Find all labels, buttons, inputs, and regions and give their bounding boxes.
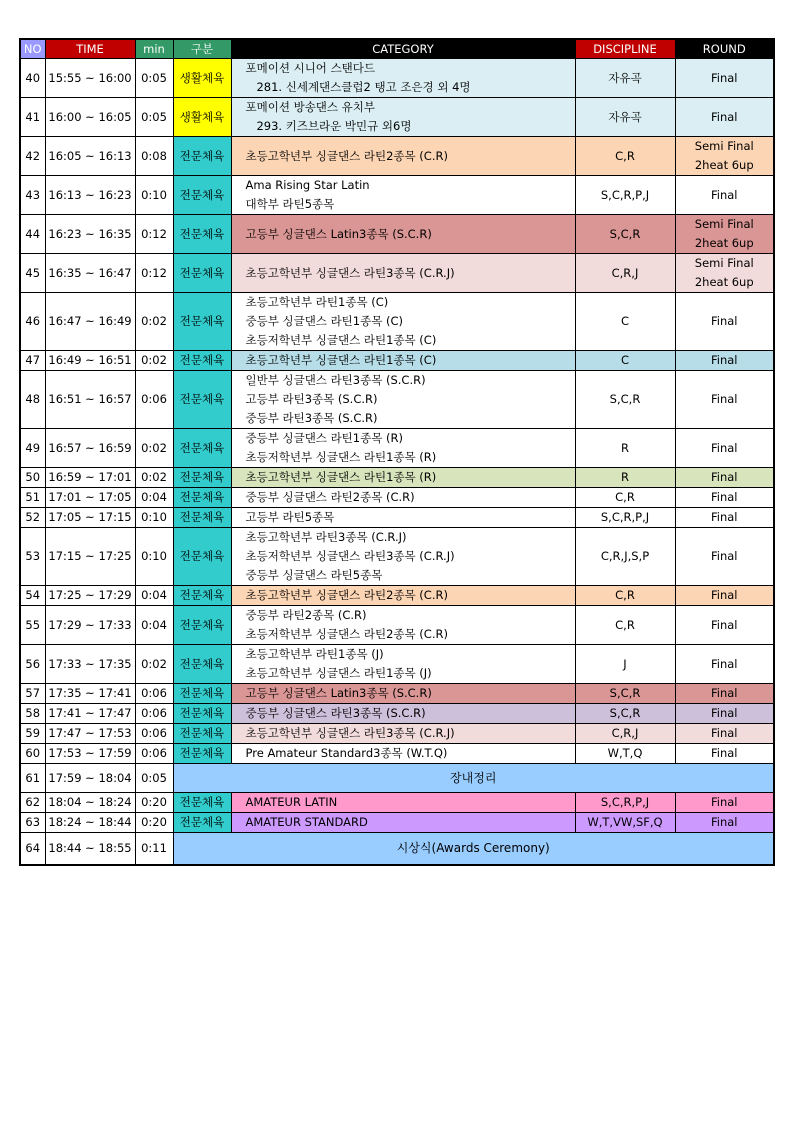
category-line: 초등고학년부 라틴1종목 (C): [245, 295, 389, 309]
row-minutes: 0:12: [135, 254, 173, 293]
schedule-table: [19, 38, 775, 866]
schedule-row: [20, 508, 774, 528]
row-category: [231, 98, 575, 137]
row-gubun: 생활체육: [173, 98, 231, 137]
category-line: 중등부 라틴2종목 (C.R): [245, 608, 367, 622]
row-number: 48: [20, 371, 45, 429]
row-category: [231, 528, 575, 586]
row-number: 58: [20, 704, 45, 724]
row-category: [231, 793, 575, 813]
row-gubun: 전문체육: [173, 351, 231, 371]
round-line: Final: [710, 726, 738, 740]
row-time: 16:49 ~ 16:51: [45, 351, 135, 371]
category-line: 초등저학년부 싱글댄스 라틴3종목 (C.R.J): [245, 549, 455, 563]
schedule-row: [20, 371, 774, 429]
row-number: 50: [20, 468, 45, 488]
row-discipline: S,C,R,P,J: [575, 508, 675, 528]
row-minutes: 0:10: [135, 528, 173, 586]
row-category: [231, 645, 575, 684]
category-line: 초등고학년부 싱글댄스 라틴2종목 (C.R): [245, 148, 448, 163]
row-minutes: 0:12: [135, 215, 173, 254]
row-gubun: 전문체육: [173, 468, 231, 488]
row-minutes: 0:06: [135, 371, 173, 429]
schedule-row: [20, 293, 774, 351]
row-time: 17:29 ~ 17:33: [45, 606, 135, 645]
category-line: 고등부 라틴5종목: [245, 510, 335, 524]
category-line: 중등부 싱글댄스 라틴3종목 (S.C.R): [245, 706, 426, 720]
row-round: [675, 528, 774, 586]
row-category: [231, 215, 575, 254]
row-gubun: 전문체육: [173, 429, 231, 468]
row-time: 17:05 ~ 17:15: [45, 508, 135, 528]
row-discipline: 자유곡: [575, 59, 675, 98]
row-number: 52: [20, 508, 45, 528]
row-discipline: C: [575, 293, 675, 351]
row-minutes: 0:05: [135, 98, 173, 137]
row-minutes: 0:10: [135, 176, 173, 215]
schedule-row: [20, 764, 774, 793]
header-discipline: DISCIPLINE: [575, 39, 675, 59]
category-line: 초등고학년부 라틴3종목 (C.R.J): [245, 530, 407, 544]
row-gubun: 전문체육: [173, 254, 231, 293]
row-discipline: 자유곡: [575, 98, 675, 137]
row-number: 42: [20, 137, 45, 176]
row-round: [675, 744, 774, 764]
round-line: 2heat 6up: [694, 236, 754, 250]
row-gubun: 전문체육: [173, 293, 231, 351]
round-line: Semi Final: [694, 139, 754, 153]
row-round: [675, 606, 774, 645]
category-line: 포메이션 시니어 스탠다드: [245, 61, 376, 75]
row-gubun: 전문체육: [173, 645, 231, 684]
row-gubun: 전문체육: [173, 606, 231, 645]
row-category: [231, 508, 575, 528]
row-number: 54: [20, 586, 45, 606]
row-number: 63: [20, 813, 45, 833]
row-round: [675, 371, 774, 429]
category-line: 초등저학년부 싱글댄스 라틴1종목 (C): [245, 333, 437, 347]
round-line: 2heat 6up: [694, 275, 754, 289]
row-discipline: S,C,R: [575, 371, 675, 429]
schedule-row: [20, 744, 774, 764]
row-category: [231, 468, 575, 488]
row-number: 59: [20, 724, 45, 744]
row-time: 16:51 ~ 16:57: [45, 371, 135, 429]
row-gubun: 전문체육: [173, 744, 231, 764]
row-category: [231, 254, 575, 293]
row-category: [231, 176, 575, 215]
row-number: 62: [20, 793, 45, 813]
row-time: 16:00 ~ 16:05: [45, 98, 135, 137]
category-line: AMATEUR LATIN: [245, 795, 338, 809]
row-time: 17:53 ~ 17:59: [45, 744, 135, 764]
schedule-row: [20, 176, 774, 215]
category-line: 일반부 싱글댄스 라틴3종목 (S.C.R): [245, 373, 426, 387]
round-line: Final: [710, 795, 738, 809]
row-round: [675, 293, 774, 351]
row-round: [675, 813, 774, 833]
row-minutes: 0:06: [135, 704, 173, 724]
row-minutes: 0:02: [135, 468, 173, 488]
row-minutes: 0:04: [135, 488, 173, 508]
row-minutes: 0:02: [135, 351, 173, 371]
schedule-row: [20, 704, 774, 724]
row-discipline: W,T,VW,SF,Q: [575, 813, 675, 833]
row-minutes: 0:02: [135, 645, 173, 684]
row-category: [231, 704, 575, 724]
row-minutes: 0:06: [135, 724, 173, 744]
category-line: 고등부 싱글댄스 Latin3종목 (S.C.R): [245, 226, 432, 241]
header-time: TIME: [45, 39, 135, 59]
row-time: 18:04 ~ 18:24: [45, 793, 135, 813]
round-line: Final: [710, 187, 738, 202]
row-round: [675, 137, 774, 176]
schedule-row: [20, 528, 774, 586]
row-discipline: C: [575, 351, 675, 371]
row-discipline: C,R,J,S,P: [575, 528, 675, 586]
row-category: [231, 137, 575, 176]
category-line: AMATEUR STANDARD: [245, 815, 368, 829]
row-category: [231, 429, 575, 468]
row-discipline: W,T,Q: [575, 744, 675, 764]
row-minutes: 0:06: [135, 744, 173, 764]
schedule-row: [20, 59, 774, 98]
row-minutes: 0:10: [135, 508, 173, 528]
schedule-row: [20, 429, 774, 468]
category-line: 초등고학년부 싱글댄스 라틴1종목 (C): [245, 353, 437, 367]
row-round: [675, 704, 774, 724]
schedule-row: [20, 724, 774, 744]
row-number: 53: [20, 528, 45, 586]
category-line: 고등부 싱글댄스 Latin3종목 (S.C.R): [245, 686, 432, 700]
schedule-row: [20, 98, 774, 137]
row-discipline: C,R,J: [575, 254, 675, 293]
round-line: Final: [710, 314, 738, 328]
row-gubun: 전문체육: [173, 215, 231, 254]
row-time: 15:55 ~ 16:00: [45, 59, 135, 98]
schedule-row: [20, 645, 774, 684]
row-round: [675, 488, 774, 508]
row-time: 17:01 ~ 17:05: [45, 488, 135, 508]
row-number: 60: [20, 744, 45, 764]
row-number: 49: [20, 429, 45, 468]
round-line: Final: [710, 706, 738, 720]
row-round: [675, 176, 774, 215]
row-gubun: 생활체육: [173, 59, 231, 98]
schedule-row: [20, 488, 774, 508]
round-line: Final: [710, 510, 738, 524]
row-time: 18:44 ~ 18:55: [45, 833, 135, 865]
row-minutes: 0:05: [135, 59, 173, 98]
row-category: [231, 59, 575, 98]
header-category: CATEGORY: [231, 39, 575, 59]
row-minutes: 0:08: [135, 137, 173, 176]
row-number: 45: [20, 254, 45, 293]
round-line: Final: [710, 490, 738, 504]
row-category: [231, 293, 575, 351]
row-minutes: 0:02: [135, 293, 173, 351]
row-category: [231, 488, 575, 508]
round-line: Final: [710, 392, 738, 406]
row-time: 16:23 ~ 16:35: [45, 215, 135, 254]
round-line: Final: [710, 617, 738, 632]
row-discipline: S,C,R: [575, 215, 675, 254]
row-round: [675, 586, 774, 606]
row-minutes: 0:20: [135, 793, 173, 813]
row-discipline: S,C,R: [575, 704, 675, 724]
row-time: 17:25 ~ 17:29: [45, 586, 135, 606]
row-gubun: 전문체육: [173, 528, 231, 586]
schedule-row: [20, 793, 774, 813]
row-discipline: C,R: [575, 586, 675, 606]
row-discipline: C,R: [575, 137, 675, 176]
row-round: [675, 684, 774, 704]
row-gubun: 전문체육: [173, 137, 231, 176]
row-category: [231, 586, 575, 606]
round-line: Semi Final: [694, 256, 754, 270]
row-gubun: 전문체육: [173, 704, 231, 724]
schedule-row: [20, 254, 774, 293]
row-time: 16:47 ~ 16:49: [45, 293, 135, 351]
category-line: 중등부 싱글댄스 라틴5종목: [245, 568, 383, 582]
row-minutes: 0:04: [135, 606, 173, 645]
category-line: 293. 키즈브라운 박민규 외6명: [245, 119, 412, 133]
category-line: 중등부 싱글댄스 라틴2종목 (C.R): [245, 490, 415, 504]
row-round: [675, 59, 774, 98]
row-discipline: R: [575, 468, 675, 488]
row-number: 46: [20, 293, 45, 351]
row-discipline: C,R: [575, 488, 675, 508]
row-gubun: 전문체육: [173, 508, 231, 528]
header-no: NO: [20, 39, 45, 59]
category-line: 포메이션 방송댄스 유치부: [245, 100, 376, 114]
row-time: 17:47 ~ 17:53: [45, 724, 135, 744]
schedule-row: [20, 351, 774, 371]
row-number: 43: [20, 176, 45, 215]
category-line: 초등고학년부 싱글댄스 라틴1종목 (R): [245, 470, 437, 484]
round-line: Final: [710, 588, 738, 602]
category-line: 초등저학년부 싱글댄스 라틴2종목 (C.R): [245, 627, 448, 641]
round-line: Final: [710, 815, 738, 829]
row-gubun: 전문체육: [173, 586, 231, 606]
row-round: [675, 215, 774, 254]
row-category: [231, 684, 575, 704]
category-line: 중등부 라틴3종목 (S.C.R): [245, 411, 378, 425]
row-number: 41: [20, 98, 45, 137]
category-line: 대학부 라틴5종목: [245, 197, 335, 211]
category-line: Pre Amateur Standard3종목 (W.T.Q): [245, 746, 448, 760]
header-round: ROUND: [675, 39, 774, 59]
row-discipline: S,C,R: [575, 684, 675, 704]
row-span-label: 장내정리: [173, 764, 774, 793]
row-discipline: C,R,J: [575, 724, 675, 744]
row-minutes: 0:04: [135, 586, 173, 606]
row-gubun: 전문체육: [173, 793, 231, 813]
category-line: 초등고학년부 싱글댄스 라틴2종목 (C.R): [245, 588, 448, 602]
row-number: 40: [20, 59, 45, 98]
row-gubun: 전문체육: [173, 724, 231, 744]
row-round: [675, 793, 774, 813]
row-round: [675, 98, 774, 137]
row-category: [231, 744, 575, 764]
row-gubun: 전문체육: [173, 684, 231, 704]
category-line: 중등부 싱글댄스 라틴1종목 (R): [245, 431, 403, 445]
schedule-row: [20, 684, 774, 704]
row-round: [675, 645, 774, 684]
row-category: [231, 813, 575, 833]
row-number: 61: [20, 764, 45, 793]
round-line: Final: [710, 549, 738, 563]
row-category: [231, 724, 575, 744]
row-minutes: 0:05: [135, 764, 173, 793]
row-discipline: R: [575, 429, 675, 468]
category-line: 고등부 라틴3종목 (S.C.R): [245, 392, 378, 406]
row-number: 55: [20, 606, 45, 645]
row-number: 56: [20, 645, 45, 684]
row-category: [231, 351, 575, 371]
row-time: 17:59 ~ 18:04: [45, 764, 135, 793]
row-time: 18:24 ~ 18:44: [45, 813, 135, 833]
category-line: Ama Rising Star Latin: [245, 178, 370, 192]
row-time: 16:59 ~ 17:01: [45, 468, 135, 488]
header-gubun: 구분: [173, 39, 231, 59]
row-discipline: J: [575, 645, 675, 684]
row-discipline: C,R: [575, 606, 675, 645]
row-number: 44: [20, 215, 45, 254]
row-time: 16:13 ~ 16:23: [45, 176, 135, 215]
round-line: 2heat 6up: [694, 158, 754, 172]
row-time: 16:57 ~ 16:59: [45, 429, 135, 468]
round-line: Final: [710, 656, 738, 671]
row-minutes: 0:06: [135, 684, 173, 704]
row-number: 57: [20, 684, 45, 704]
row-discipline: S,C,R,P,J: [575, 793, 675, 813]
row-round: [675, 429, 774, 468]
category-line: 초등고학년부 싱글댄스 라틴3종목 (C.R.J): [245, 726, 455, 740]
row-time: 17:33 ~ 17:35: [45, 645, 135, 684]
round-line: Semi Final: [694, 217, 754, 231]
category-line: 초등고학년부 싱글댄스 라틴1종목 (J): [245, 666, 432, 680]
schedule-row: [20, 137, 774, 176]
category-line: 초등저학년부 싱글댄스 라틴1종목 (R): [245, 450, 437, 464]
row-minutes: 0:02: [135, 429, 173, 468]
row-discipline: S,C,R,P,J: [575, 176, 675, 215]
round-line: Final: [710, 746, 738, 760]
schedule-body: [20, 59, 774, 865]
round-line: Final: [710, 470, 738, 484]
category-line: 중등부 싱글댄스 라틴1종목 (C): [245, 314, 403, 328]
row-round: [675, 254, 774, 293]
round-line: Final: [710, 353, 738, 367]
row-round: [675, 724, 774, 744]
header-row: [20, 39, 774, 59]
schedule-row: [20, 606, 774, 645]
row-category: [231, 371, 575, 429]
row-span-label: 시상식(Awards Ceremony): [173, 833, 774, 865]
schedule-row: [20, 833, 774, 865]
round-line: Final: [710, 109, 738, 124]
schedule-row: [20, 586, 774, 606]
row-gubun: 전문체육: [173, 488, 231, 508]
row-category: [231, 606, 575, 645]
header-min: min: [135, 39, 173, 59]
row-round: [675, 508, 774, 528]
row-number: 51: [20, 488, 45, 508]
row-round: [675, 351, 774, 371]
row-minutes: 0:11: [135, 833, 173, 865]
category-line: 초등고학년부 싱글댄스 라틴3종목 (C.R.J): [245, 265, 455, 280]
schedule-row: [20, 215, 774, 254]
schedule-row: [20, 468, 774, 488]
row-gubun: 전문체육: [173, 371, 231, 429]
row-time: 16:35 ~ 16:47: [45, 254, 135, 293]
schedule-row: [20, 813, 774, 833]
row-time: 16:05 ~ 16:13: [45, 137, 135, 176]
row-number: 64: [20, 833, 45, 865]
round-line: Final: [710, 70, 738, 85]
row-round: [675, 468, 774, 488]
row-time: 17:41 ~ 17:47: [45, 704, 135, 724]
round-line: Final: [710, 686, 738, 700]
category-line: 초등고학년부 라틴1종목 (J): [245, 647, 384, 661]
row-number: 47: [20, 351, 45, 371]
category-line: 281. 신세계댄스클럽2 탱고 조은경 외 4명: [245, 80, 471, 94]
row-time: 17:15 ~ 17:25: [45, 528, 135, 586]
round-line: Final: [710, 440, 738, 455]
row-time: 17:35 ~ 17:41: [45, 684, 135, 704]
row-minutes: 0:20: [135, 813, 173, 833]
row-gubun: 전문체육: [173, 176, 231, 215]
row-gubun: 전문체육: [173, 813, 231, 833]
